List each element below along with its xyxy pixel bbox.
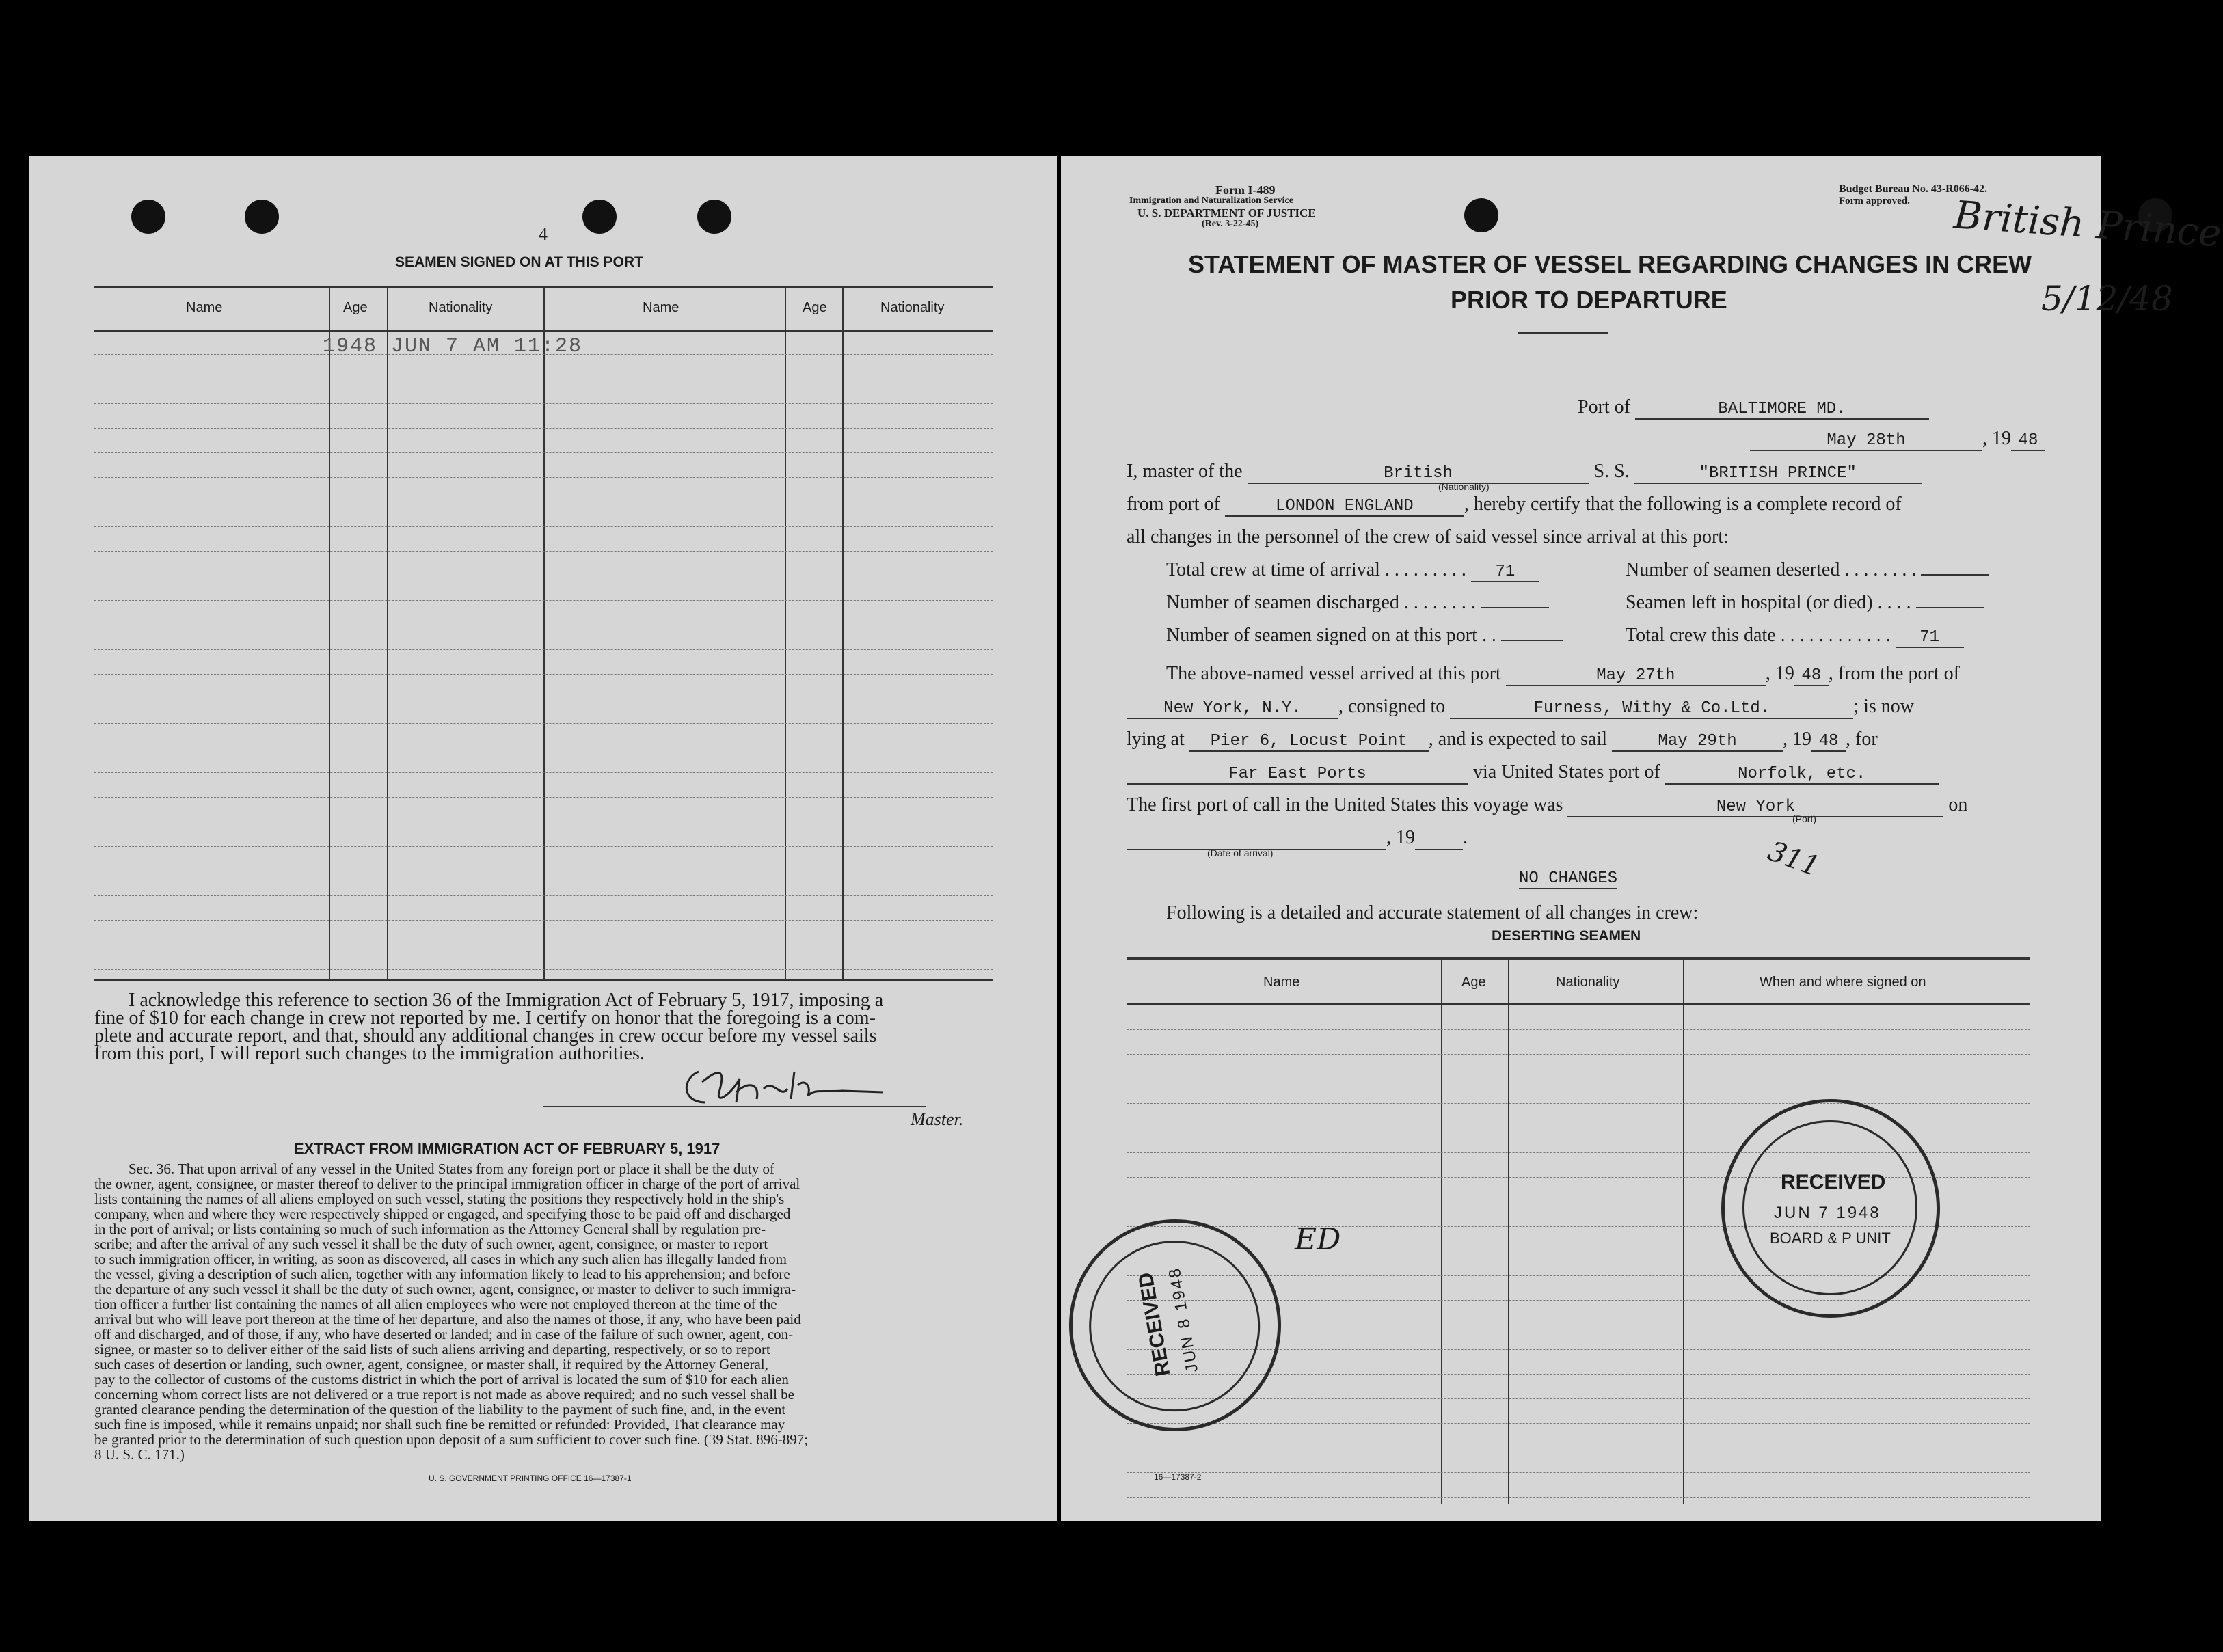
extract-line: such cases of desertion or landing, such owner, agent, consignee, or master shall, if required by the Attorney General, [94, 1356, 768, 1372]
extract-line: company, when and where they were respectively shipped or engaged, and specifying those to be paid off and discharged [94, 1206, 791, 1222]
table-row-line [94, 920, 993, 921]
seamen-hospital [1916, 607, 1984, 608]
table-row-line [94, 403, 993, 404]
punch-hole [1464, 198, 1498, 232]
date-value: May 28th [1750, 431, 1982, 451]
table-row-line [94, 895, 993, 896]
from-port-2: New York, N.Y. [1127, 699, 1338, 719]
extract-title: EXTRACT FROM IMMIGRATION ACT OF FEBRUARY 5, 1917 [294, 1140, 720, 1157]
table-row-line [94, 772, 993, 773]
extract-line: such fine is imposed, while it remains unpaid; nor shall such fine be remitted or refunded: Provided, That clearance may [94, 1416, 785, 1433]
from-port-value: LONDON ENGLAND [1225, 497, 1464, 517]
punch-hole [697, 200, 731, 234]
col-header-name: Name [186, 300, 223, 315]
extract-line: tion officer a further list containing the names of all alien employees who were not employed thereon at the time of the [94, 1296, 777, 1312]
received-stamp: RECEIVED JUN 7 1948 BOARD & P UNIT [1721, 1099, 1940, 1318]
master-label: Master. [911, 1109, 964, 1129]
extract-line: arrival but who will leave port thereon at the time of her departure, and also the names of those, if any, who have been paid [94, 1311, 801, 1327]
lying-at: Pier 6, Locust Point [1189, 732, 1429, 752]
left-page: 4 SEAMEN SIGNED ON AT THIS PORT Name Age Nationality Name Age Nationality 1948 JUN 7 AM 11:28 I acknowledge this reference to section 36 of the Immigration Act of February 5, 1917, imposing a fine of $10 for each change in crew not reported by me. I certify on honor that the foregoing is a com- plete and accurate report, and that, should any additional changes in crew occur before my vessel sails from this port, I will report such changes to the immigration authorities. Master. EXTRACT FROM IMMIGRATION ACT OF FEBRUARY 5, 1917 Sec. 36. That upon arrival of any vessel in the United States from any foreign port or place it shall be the duty of the owner, agent, consignee, or master thereof to deliver to the principal immigration officer in charge of the port of arrival lists containing the names of all aliens employed on such vessel, stating the positions they respectively hold in the ship's company, when and where they were respectively shipped or engaged, and specifying those to be paid off and discharged in the port of arrival; or lists containing so much of such information as the Attorney General shall by regulation pre- scribe; and after the arrival of any such vessel it shall be the duty of such owner, agent, consignee, or master to report to such immigration officer, in writing, as soon as discovered, all cases in which any such alien has illegally landed from the vessel, giving a description of such alien, together with any information likely to lead to his apprehension; and before the departure of any such vessel it shall be the duty of such owner, agent, consignee, or master to deliver to such immigra- tion officer a further list containing the names of all alien employees who were not employed thereon at the time of the arrival but who will leave port thereon at the time of her departure, and also the names of those, if any, who have been paid off and discharged, and of those, if any, who have deserted or landed; and in case of the failure of such owner, agent, con- signee, or master so to deliver either of the said lists of such aliens arriving and departing, respectively, or so to report such cases of desertion or landing, such owner, agent, consignee, or master shall, if required by the Attorney General, pay to the collector of customs of the customs district in which the port of arrival is located the sum of $10 for each alien concerning whom correct lists are not delivered or a true report is not made as above required; and no such vessel shall be granted clearance pending the determination of the question of the liability to the payment of such fine, and, in the event such fine is imposed, while it remains unpaid; nor shall such fine be remitted or refunded: Provided, That clearance may be granted prior to the determination of such question upon deposit of a sum sufficient to cover such fine. (39 Stat. 896-897; 8 U. S. C. 171.) U. S. GOVERNMENT PRINTING OFFICE 16—17387-1 [29, 156, 1057, 1521]
port-value: BALTIMORE MD. [1635, 400, 1929, 420]
master-signature [678, 1065, 897, 1113]
extract-line: the owner, agent, consignee, or master thereof to deliver to the principal immigration officer in charge of the port of arrival [94, 1176, 800, 1192]
ship-name: "BRITISH PRINCE" [1634, 464, 1922, 484]
col-header-nationality: Nationality [429, 300, 493, 315]
extract-line: off and discharged, and of those, if any, who have deserted or landed; and in case of the failure of such owner, agent, con- [94, 1326, 794, 1342]
table-row-line [1127, 1423, 2030, 1424]
table-row-line [1127, 1497, 2030, 1498]
col-header-nationality-2: Nationality [880, 300, 945, 315]
table-row-line [94, 846, 993, 847]
received-stamp-rotated: RECEIVED JUN 8 1948 [1052, 1202, 1297, 1448]
col-header-age-2: Age [803, 300, 827, 315]
page-number: 4 [539, 224, 548, 244]
seamen-discharged [1481, 607, 1549, 608]
extract-line: signee, or master so to deliver either of the said lists of such aliens arriving and departing, respectively, or so to report [94, 1341, 770, 1357]
extract-line: granted clearance pending the determination of the question of the liability to the payment of such fine, and, in the event [94, 1401, 786, 1418]
seamen-signed-on [1501, 640, 1563, 641]
table-row-line [94, 428, 993, 429]
year-value: 48 [2011, 431, 2045, 451]
table-row-line [94, 649, 993, 650]
consigned-to: Furness, Withy & Co.Ltd. [1450, 699, 1853, 719]
deserting-title: DESERTING SEAMEN [1492, 928, 1641, 944]
extract-line: 8 U. S. C. 171.) [94, 1446, 185, 1463]
port-label: Port of [1578, 396, 1630, 418]
table-row-line [94, 969, 993, 970]
table-row-line [94, 723, 993, 724]
total-crew-date: 71 [1896, 628, 1964, 648]
punch-hole [245, 200, 279, 234]
extract-line: the vessel, giving a description of such alien, together with any information likely to lead to his apprehension; and before [94, 1266, 790, 1282]
table-row-line [94, 551, 993, 552]
arrived-date: May 27th [1506, 666, 1766, 686]
punch-hole [131, 200, 165, 234]
via-port: Norfolk, etc. [1665, 765, 1939, 785]
total-crew-arrival: 71 [1471, 563, 1539, 582]
nationality-caption: (Nationality) [1438, 481, 1490, 492]
table-row-line [1127, 1029, 2030, 1030]
extract-line: to such immigration officer, in writing, as soon as discovered, all cases in which any such alien has illegally landed from [94, 1251, 787, 1267]
handwritten-number: 311 [1764, 835, 1824, 883]
section-title: SEAMEN SIGNED ON AT THIS PORT [395, 254, 643, 270]
extract-line: pay to the collector of customs of the customs district in which the port of arrival is located the sum of $10 for each alien [94, 1371, 789, 1387]
col-header-age: Age [343, 300, 368, 315]
table-row-line [1127, 1103, 2030, 1104]
first-port: New York [1567, 798, 1943, 817]
extract-line: be granted prior to the determination of such question upon deposit of a sum sufficient to cover such fine. (39 Stat. 896-897; [94, 1431, 809, 1448]
seamen-deserted [1921, 574, 1989, 576]
col-header-name-2: Name [643, 300, 679, 315]
table-row-line [94, 674, 993, 675]
extract-line: scribe; and after the arrival of any such vessel it shall be the duty of such owner, agent, consignee, or master to report [94, 1236, 768, 1252]
handwritten-initials: ED [1295, 1222, 1341, 1257]
no-changes: NO CHANGES [1519, 869, 1618, 888]
printer-line: U. S. GOVERNMENT PRINTING OFFICE 16—17387-1 [429, 1474, 632, 1483]
form-subtitle: PRIOR TO DEPARTURE [1451, 286, 1727, 314]
extract-line: Sec. 36. That upon arrival of any vessel in the United States from any foreign port or place it shall be the duty of [129, 1161, 774, 1177]
table-row-line [1127, 1398, 2030, 1399]
table-row-line [94, 452, 993, 453]
sail-date: May 29th [1612, 732, 1783, 752]
table-row-line [94, 797, 993, 798]
extract-line: lists containing the names of all aliens employed on such vessel, stating the positions they respectively hold in the ship's [94, 1191, 785, 1207]
table-row-line [1127, 1472, 2030, 1473]
extract-line: in the port of arrival; or lists containing so much of such information as the Attorney General shall by regulation pre- [94, 1221, 766, 1237]
table-row-line [1127, 1054, 2030, 1055]
extract-line: concerning whom correct lists are not delivered or a true report is not made as above required; and no such vessel shall be [94, 1386, 794, 1403]
following-text: Following is a detailed and accurate statement of all changes in crew: [1166, 902, 1699, 923]
form-title: STATEMENT OF MASTER OF VESSEL REGARDING CHANGES IN CREW [1188, 250, 2032, 278]
bottom-code: 16—17387-2 [1154, 1472, 1202, 1482]
time-stamp: 1948 JUN 7 AM 11:28 [323, 335, 583, 358]
punch-hole [582, 200, 617, 234]
destination: Far East Ports [1127, 765, 1468, 785]
table-row-line [94, 477, 993, 478]
extract-line: the departure of any such vessel it shall be the duty of such owner, agent, consignee, or master to deliver to such immigra- [94, 1281, 796, 1297]
right-page: Form I-489 Immigration and Naturalization Service U. S. DEPARTMENT OF JUSTICE (Rev. 3-22-45) Budget Bureau No. 43-R066-42. Form approved. British Prince 5/12/48 STATEMENT OF MASTER OF VESSEL REGARDING CHANGES IN CREW PRIOR TO DEPARTURE Port of BALTIMORE MD. May 28th , 19 48 I, master of the British S. S. "BRITISH PRINCE" (Nationality) from port of LONDON ENGLAND , hereby certify that the following is a complete record of all changes in the personnel of the crew of said vessel since arrival at this port: Total crew at time of arrival . . . . . . . . . 71 Number of seamen deserted . . . . . . . . Number of seamen discharged . . . . . . . . Seamen left in hospital (or died) . . . . Number of seamen signed on at this port . . Total crew this date . . . . . . . . . . . . 71 The above-named vessel arrived at this port May 27th , 19 48 , from the port of New York, N.Y. , consigned to Furness, Withy & Co.Ltd. ; is now lying at Pier 6, Locust Point , and is expected to sail May 29th , 19 48 , for Far East Ports via United States port of Norfolk, etc. The first port of call in the United States this voyage was New York on (Port) , 19 . (Date of arrival) 311 NO CHANGES Following is a detailed and accurate statement of all changes in crew: DESERTING SEAMEN Name Age Nationality When and where signed on RECEIVED JUN 7 1948 BOARD & P UNIT RECEIVED JUN 8 1948 ED 16—17387-2 [1061, 156, 2101, 1521]
nationality-value: British [1248, 464, 1589, 484]
table-row-line [94, 526, 993, 527]
table-row-line [94, 600, 993, 601]
